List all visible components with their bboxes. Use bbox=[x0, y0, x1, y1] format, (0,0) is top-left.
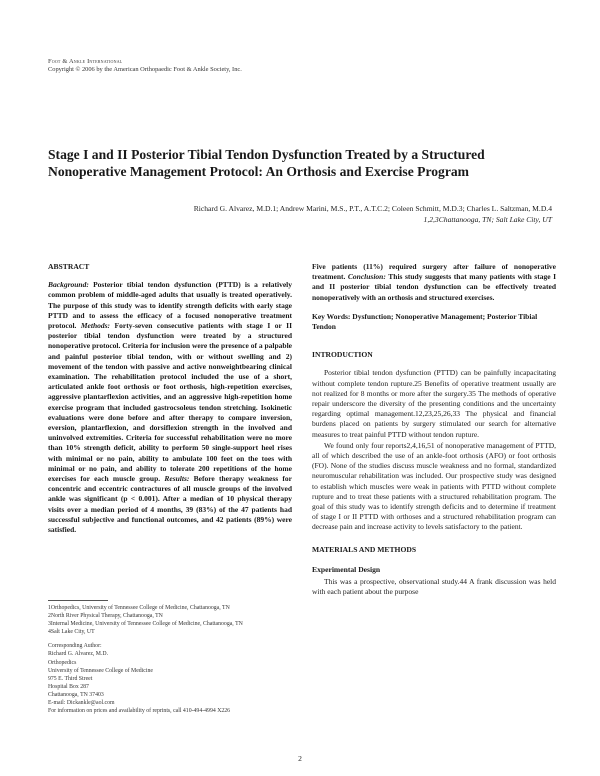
footnote-affiliation: 2North River Physical Therapy, Chattanooga, TN bbox=[48, 613, 163, 620]
correspondence-line: Hospital Box 287 bbox=[48, 683, 89, 690]
correspondence-block bbox=[48, 642, 292, 715]
methods-heading: MATERIALS AND METHODS bbox=[312, 544, 417, 554]
correspondence-line: Corresponding Author: bbox=[48, 643, 102, 650]
footnote-affiliation: 1Orthopedics, University of Tennessee College of Medicine, Chattanooga, TN bbox=[48, 605, 230, 611]
conclusion-label: Conclusion: bbox=[347, 272, 386, 282]
correspondence-line: For information on prices and availability of reprints, call 410-494-4994 X226 bbox=[48, 708, 231, 715]
methods-text: Forty-seven consecutive patients with stage I or II posterior tibial tendon dysfunction were treated by a structured nonoperative protocol. Criteria for inclusion were the presence of a palpable and painful posterior tibial tendon, with or without swelling and 2) movement of the tendon with passive and active nonweightbearing clinical examination. The rehabilitation protocol included the use of a short, articulated ankle foot orthosis or foot orthosis, high-repetition exercises, aggressive plantarflexion activities, and an aggressive high-repetition home exercise program that included gastrocsoleus tendon stretching. Isokinetic evaluations were done before and after therapy to compare inversion, eversion, plantarflexion, and dorsiflexion strength in the involved and uninvolved extremities. Criteria for successful rehabilitation were no more than 10% strength deficit, ability to perform 50 single-support heel rises with minimal or no pain, ability to ambulate 100 feet on the toes with minimal or no pain, and ability to tolerate 200 repetitions of the home exercises for each muscle group. bbox=[48, 321, 293, 484]
conclusion-text: This study suggests that many patients with stage I and II posterior tibial tendon dysfunction can be effectively treated nonoperatively with an orthosis and structured exercises. bbox=[312, 272, 557, 302]
correspondence-line: Chattanooga, TN 37403 bbox=[48, 691, 104, 698]
background-text: Posterior tibial tendon dysfunction (PTTD) is a relatively common problem of middle-aged adults that usually is treated operatively. The purpose of this study was to identify strength deficits with early stage PTTD and to assess the efficacy of a focused nonoperative treatment protocol. bbox=[48, 280, 292, 331]
introduction-heading: INTRODUCTION bbox=[312, 350, 373, 360]
article-title: Stage I and II Posterior Tibial Tendon Dysfunction Treated by a Structured Nonoperative Management Protocol: An Orthosis and Exercise Program bbox=[48, 147, 485, 179]
page-number: 2 bbox=[298, 754, 302, 763]
background-label: Background: bbox=[48, 280, 89, 290]
abstract-body bbox=[48, 280, 292, 535]
footnotes bbox=[48, 600, 292, 715]
correspondence-email: E-mail: Dickankle@aol.com bbox=[48, 700, 115, 707]
results-label: Results: bbox=[164, 474, 190, 484]
abstract-heading: ABSTRACT bbox=[48, 262, 90, 271]
author-list: Richard G. Alvarez, M.D.1; Andrew Marini, M.S., P.T., A.T.C.2; Coleen Schmitt, M.D.3; Charles L. Saltzman, M.D.4 bbox=[193, 204, 552, 213]
continued-text: Five patients (11%) required surgery after failure of nonoperative treatment. bbox=[312, 262, 556, 282]
correspondence-line: University of Tennessee College of Medicine bbox=[48, 667, 153, 674]
right-column bbox=[312, 262, 556, 598]
footnote-rule bbox=[48, 600, 108, 601]
copyright-line: Copyright © 2006 by the American Orthopaedic Foot & Ankle Society, Inc. bbox=[48, 66, 242, 73]
methods-paragraph: This was a prospective, observational study.44 A frank discussion was held with each patient about the purpose bbox=[312, 577, 556, 597]
keywords: Key Words: Dysfunction; Nonoperative Management; Posterior Tibial Tendon bbox=[312, 311, 538, 332]
abstract-continued bbox=[312, 262, 556, 303]
correspondence-line: Richard G. Alvarez, M.D. bbox=[48, 651, 109, 658]
correspondence-line: Orthopedics bbox=[48, 659, 77, 666]
correspondence-line: 975 E. Third Street bbox=[48, 675, 93, 682]
footnote-affiliation: 4Salt Lake City, UT bbox=[48, 629, 95, 636]
author-block bbox=[32, 203, 552, 225]
footnote-affiliation: 3Internal Medicine, University of Tennessee College of Medicine, Chattanooga, TN bbox=[48, 621, 243, 628]
author-affiliation: 1,2,3Chattanooga, TN; Salt Lake City, UT bbox=[423, 215, 552, 224]
journal-header bbox=[48, 58, 242, 74]
results-text: Before therapy weakness for concentric and eccentric contractures of all muscle groups of the involved ankle was significant (p < 0.001). After a median of 10 physical therapy visits over a median period of 4 months, 39 (83%) of the 47 patients had successful subjective and functional outcomes, and 42 patients (89%) were satisfied. bbox=[48, 474, 292, 535]
journal-name: Foot & Ankle International bbox=[48, 58, 123, 65]
methods-label: Methods: bbox=[80, 321, 111, 331]
intro-paragraph: Posterior tibial tendon dysfunction (PTTD) can be painfully incapacitating without complete tendon rupture.25 Benefits of operative treatment usually are not realized for 8 months or more after the surgery.35 The methods of operative repair underscore the diversity of the presenting conditions and the uncertainty regarding optimal management.12,23,25,26,33 The physical and financial burdens placed on patients by surgery stimulated our search for alternative measures to treat painful PTTD without tendon rupture. bbox=[312, 368, 556, 439]
methods-subheading: Experimental Design bbox=[312, 564, 381, 574]
left-column bbox=[48, 262, 292, 535]
intro-paragraph: We found only four reports2,4,16,51 of nonoperative management of PTTD, all of which described the use of an ankle-foot orthosis (AFO) or foot orthosis (FO). None of the studies discuss muscle weakness and no formal, standardized neuromuscular rehabilitation was included. Our prospective study was designed to establish which muscles were weak in patients with PTTD without complete rupture and to treat these patients with a structured rehabilitation program. The goal of this study was to identify strength deficits and to determine if treatment of stage I or II PTTD with orthoses and a structured rehabilitation program can decrease pain and increase activity to levels satisfactory to the patient. bbox=[312, 440, 556, 532]
